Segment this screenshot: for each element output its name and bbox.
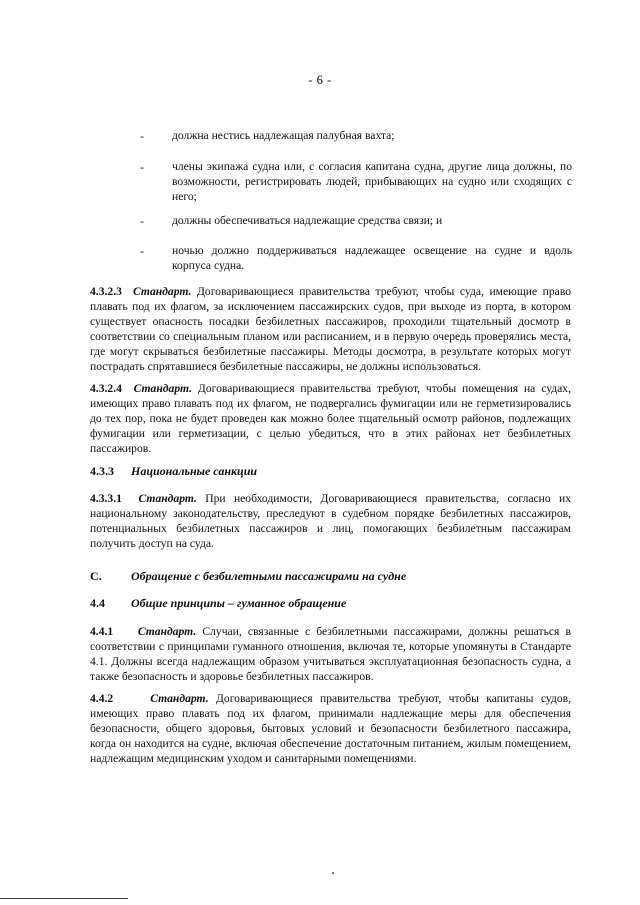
paragraph-keyword: Стандарт. (150, 692, 209, 705)
paragraph-number: 4.3.2.4 (90, 382, 122, 395)
scan-speck (332, 872, 334, 874)
paragraph-keyword: Стандарт. (138, 492, 197, 505)
paragraph-number: 4.4.1 (90, 625, 114, 638)
paragraph-keyword: Стандарт. (133, 285, 192, 298)
paragraph-text: Договаривающиеся правительства требуют, чтобы суда, имеющие право плавать под их флагом, за исключением пассажирских судов, при выходе из порта, в котором существует опасность посадки безбилетных пассажиров, проходили тщательный досмотр в соответствии со специальным планом или расписанием, и в первую очередь проверялись места, где могут скрываться безбилетные пассажиры. Методы досмотра, в результате которых могут пострадать спрятавшиеся безбилетные пассажиры, не должны использоваться. (90, 285, 572, 373)
paragraph-keyword: Стандарт. (137, 625, 197, 638)
bullet-text: члены экипажа судна или, с согласия капитана судна, другие лица должны, по возможности, регистрировать людей, прибывающих на судно или сходящих с него; (172, 160, 572, 203)
paragraph-4-3-2-3 (90, 284, 571, 374)
footnote-rule (0, 898, 128, 899)
paragraph-number: 4.4.2 (90, 692, 114, 705)
paragraph-4-3-2-4 (90, 381, 571, 456)
paragraph-keyword: Стандарт. (133, 382, 193, 395)
bullet-marker: - (140, 214, 144, 228)
paragraph-4-4-1 (90, 624, 571, 684)
heading-number: C. (90, 569, 102, 583)
bullet-marker: - (140, 129, 144, 143)
page-number: - 6 - (308, 73, 332, 87)
paragraph-text: Случаи, связанные с безбилетными пассажирами, должны решаться в соответствии с принципами гуманного отношения, включая те, которые упомянуты в Стандарте 4.1. Должны всегда надлежащим образом учитываться эксплуатационная безопасность судна, а также безопасность и здоровье безбилетных пассажиров. (90, 625, 571, 683)
bullet-marker: - (140, 160, 144, 174)
paragraph-text: Договаривающиеся правительства требуют, чтобы капитаны судов, имеющих право плавать под их флагом, принимали надлежащие меры для обеспечения безопасности, общего здоровья, бытовых условий и безопасности безбилетного пассажира, когда он находится на судне, включая обеспечение достаточным питанием, жилым помещением, надлежащим медицинским уходом и санитарными помещениями. (90, 692, 571, 765)
heading-title: Обращение с безбилетными пассажирами на судне (131, 569, 407, 583)
heading-number: 4.4 (90, 596, 105, 610)
section-heading (90, 569, 407, 584)
paragraph-number: 4.3.3.1 (90, 492, 122, 505)
heading-title: Национальные санкции (131, 464, 258, 478)
paragraph-text: Договаривающиеся правительства требуют, чтобы помещения на судах, имеющих право плавать под их флагом, не подвергались фумигации или не герметизировались до тех пор, пока не будет проведен как можно более тщательный осмотр районов, подлежащих фумигации или герметизации, с целью убедиться, что в этих районах нет безбилетных пассажиров. (90, 382, 571, 455)
heading-title: Общие принципы – гуманное обращение (131, 596, 347, 610)
paragraph-text: При необходимости, Договаривающиеся правительства, согласно их национальному законодательству, преследуют в судебном порядке безбилетных пассажиров, потенциальных безбилетных пассажиров и лиц, помогающих безбилетным пассажирам получить доступ на суда. (90, 492, 571, 550)
section-heading (90, 596, 347, 611)
bullet-text: ночью должно поддерживаться надлежащее освещение на судне и вдоль корпуса судна. (172, 244, 572, 272)
bullet-text: должна нестись надлежащая палубная вахта; (172, 129, 395, 142)
section-heading (90, 464, 258, 479)
paragraph-number: 4.3.2.3 (90, 285, 122, 298)
heading-number: 4.3.3 (90, 464, 114, 478)
bullet-text: должны обеспечиваться надлежащие средства связи; и (172, 214, 443, 227)
paragraph-4-3-3-1 (90, 491, 571, 551)
bullet-marker: - (140, 244, 144, 258)
paragraph-4-4-2 (90, 691, 571, 766)
